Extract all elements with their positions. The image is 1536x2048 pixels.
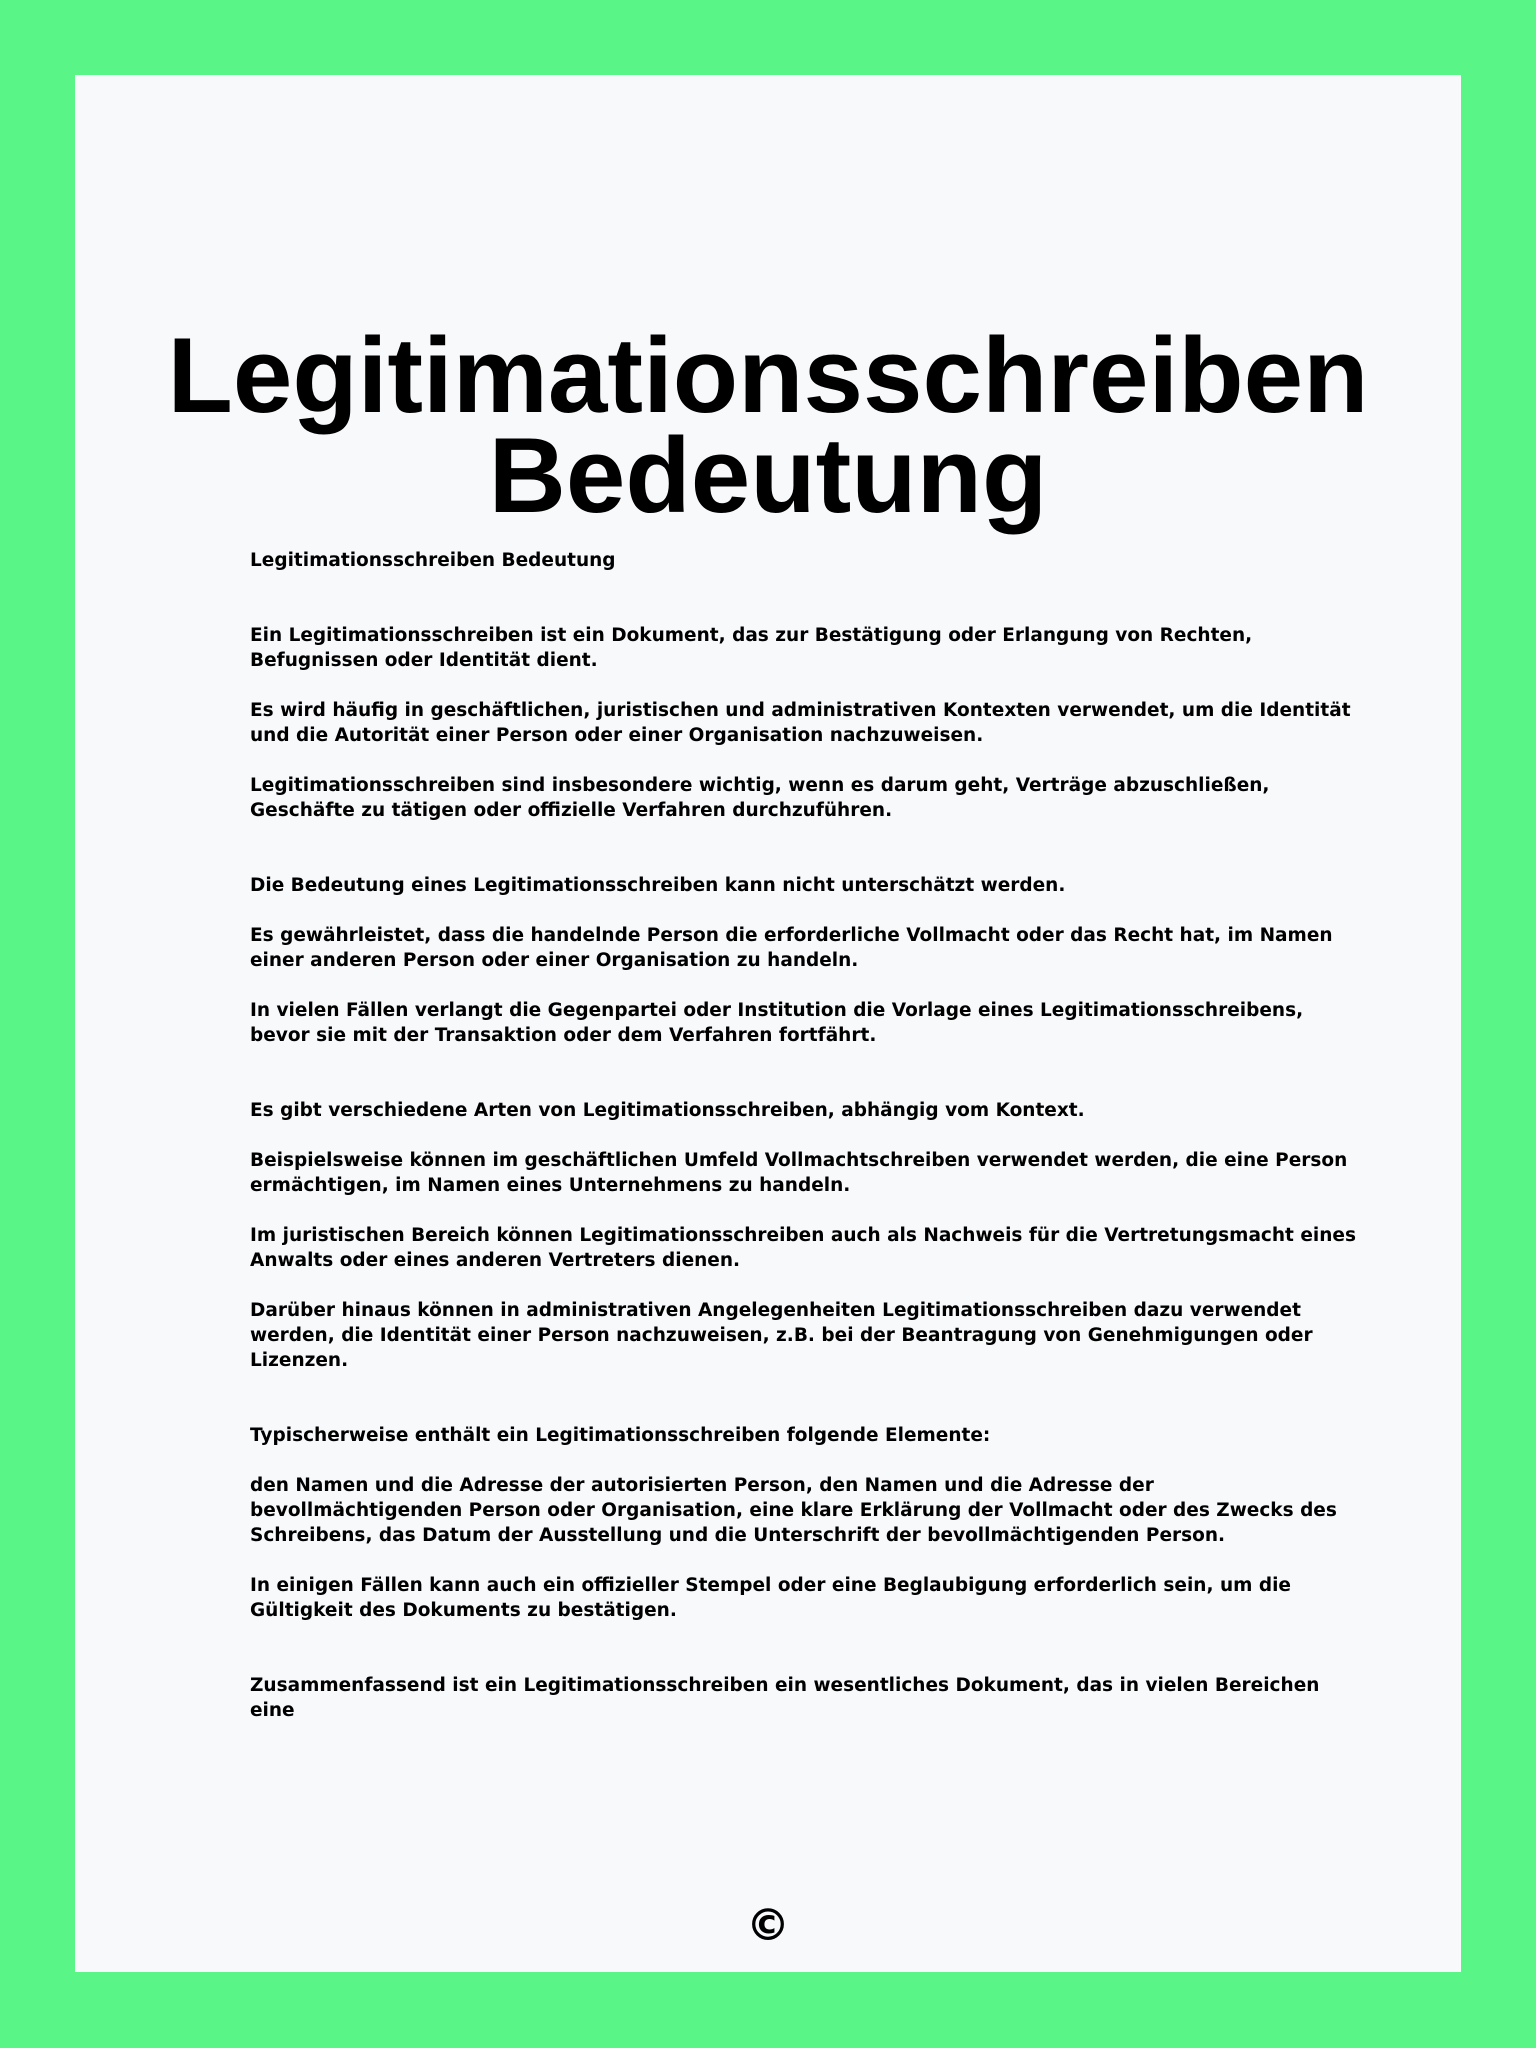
paragraph: In einigen Fällen kann auch ein offizieller Stempel oder eine Beglaubigung erforderlich sein, um die Gültigkeit des Dokuments zu bestätigen.: [250, 1575, 1291, 1621]
paragraph: Es wird häufig in geschäftlichen, juristischen und administrativen Kontexten verwendet, um die Identität und die Autorität einer Person oder einer Organisation nachzuweisen.: [250, 700, 1351, 746]
paragraph: Ein Legitimationsschreiben ist ein Dokument, das zur Bestätigung oder Erlangung von Rechten, Befugnissen oder Identität dient.: [250, 625, 1253, 671]
paragraph: Legitimationsschreiben sind insbesondere wichtig, wenn es darum geht, Verträge abzuschließen, Geschäfte zu tätigen oder offizielle Verfahren durchzuführen.: [250, 775, 1270, 821]
paragraph: Darüber hinaus können in administrativen Angelegenheiten Legitimationsschreiben dazu verwendet werden, die Identität einer Person nachzuweisen, z.B. bei der Beantragung von Genehmigungen oder Lizenzen.: [250, 1300, 1313, 1371]
document-page: [75, 75, 1461, 1972]
document-title: [75, 315, 1461, 535]
title-line-2: Bedeutung: [488, 415, 1048, 535]
paragraph: Im juristischen Bereich können Legitimationsschreiben auch als Nachweis für die Vertretungsmacht eines Anwalts oder eines anderen Vertreters dienen.: [250, 1225, 1356, 1271]
paragraph: den Namen und die Adresse der autorisierten Person, den Namen und die Adresse der bevollmächtigenden Person oder Organisation, eine klare Erklärung der Vollmacht oder des Zwecks des Schreibens, das Datum der Ausstellung und die Unterschrift der bevollmächtigenden Person.: [250, 1475, 1337, 1546]
title-line-1: Legitimationsschreiben: [167, 315, 1369, 435]
paragraph: Es gewährleistet, dass die handelnde Person die erforderliche Vollmacht oder das Recht hat, im Namen einer anderen Person oder einer Organisation zu handeln.: [250, 925, 1333, 971]
paragraph: Die Bedeutung eines Legitimationsschreiben kann nicht unterschätzt werden.: [250, 875, 1066, 896]
section-heading: Legitimationsschreiben Bedeutung: [250, 550, 616, 571]
paragraph: Typischerweise enthält ein Legitimationsschreiben folgende Elemente:: [250, 1425, 991, 1446]
copyright-icon: ©: [746, 1900, 790, 1951]
paragraph: In vielen Fällen verlangt die Gegenpartei oder Institution die Vorlage eines Legitimationsschreibens, bevor sie mit der Transaktion oder dem Verfahren fortfährt.: [250, 1000, 1304, 1046]
paragraph: Zusammenfassend ist ein Legitimationsschreiben ein wesentliches Dokument, das in vielen Bereichen eine: [250, 1675, 1320, 1721]
document-body: [250, 548, 1360, 1748]
paragraph: Beispielsweise können im geschäftlichen Umfeld Vollmachtschreiben verwendet werden, die eine Person ermächtigen, im Namen eines Unternehmens zu handeln.: [250, 1150, 1348, 1196]
paragraph: Es gibt verschiedene Arten von Legitimationsschreiben, abhängig vom Kontext.: [250, 1100, 1085, 1121]
